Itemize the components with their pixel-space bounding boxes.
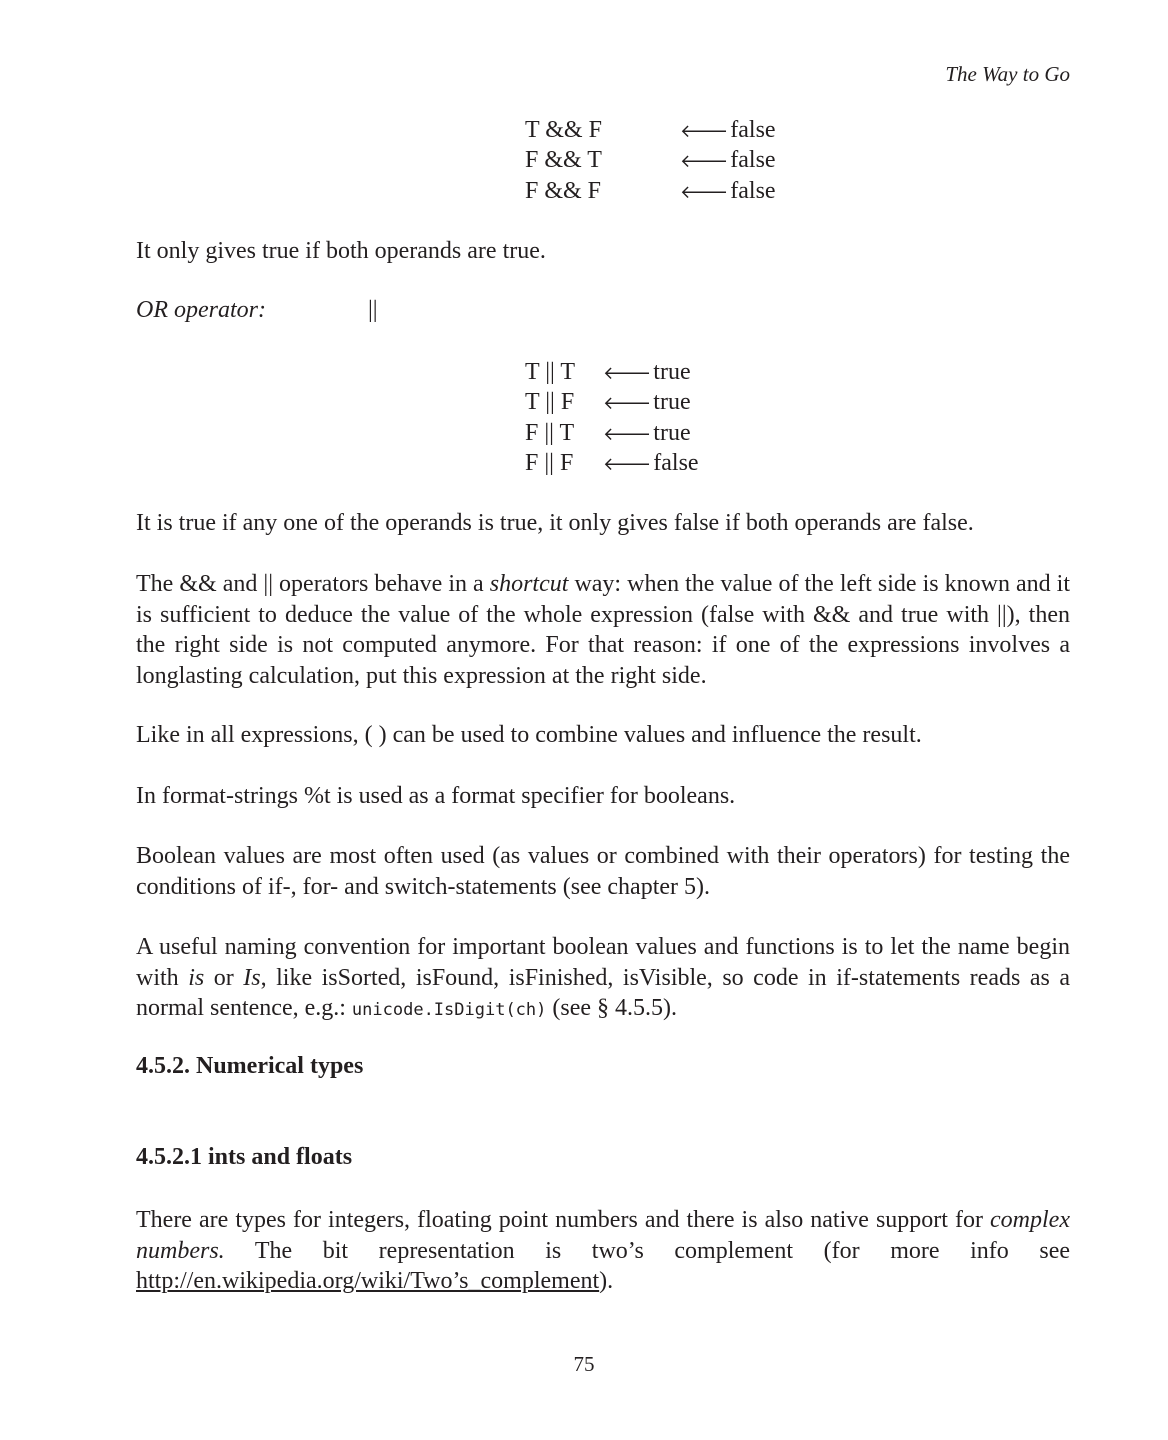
running-head: The Way to Go bbox=[945, 62, 1070, 86]
truth-result-value: false bbox=[653, 449, 699, 476]
truth-result-value: true bbox=[653, 419, 691, 446]
truth-result-value: false bbox=[730, 147, 776, 174]
truth-result-value: true bbox=[653, 389, 691, 416]
and-summary: It only gives true if both operands are true. bbox=[136, 238, 546, 264]
left-arrow-icon: 🡐 bbox=[603, 453, 652, 475]
truth-expression: F || F bbox=[525, 449, 574, 476]
truth-row bbox=[525, 357, 725, 387]
or-truth-table bbox=[525, 357, 725, 478]
truth-result bbox=[680, 176, 776, 208]
format-paragraph: In format-strings %t is used as a format specifier for booleans. bbox=[136, 783, 736, 809]
left-arrow-icon: 🡐 bbox=[680, 151, 729, 173]
naming-is-lower: is bbox=[188, 964, 205, 991]
inline-code: unicode.IsDigit(ch) bbox=[351, 1000, 547, 1021]
truth-result bbox=[603, 448, 699, 480]
truth-row bbox=[525, 145, 776, 175]
left-arrow-icon: 🡐 bbox=[680, 121, 729, 142]
truth-row bbox=[525, 448, 725, 478]
truth-result bbox=[680, 145, 776, 177]
truth-result bbox=[680, 115, 776, 147]
types-text-2: The bit representation is two’s complement (for more info see bbox=[224, 1237, 1070, 1264]
truth-result-value: true bbox=[653, 359, 691, 385]
shortcut-text-end: way: when the value of the left side is known and it is sufficient to deduce the value of the whole expression (false with && and true with ||), then the right side is not computed anymore. For that reason: if one of the expressions involves a longlasting calculation, put this expression at the right side. bbox=[136, 571, 1070, 689]
truth-expression: F && F bbox=[525, 177, 602, 204]
truth-row bbox=[525, 115, 776, 145]
naming-text-3: (see § 4.5.5). bbox=[546, 995, 678, 1022]
and-truth-table bbox=[525, 115, 776, 206]
naming-or: or bbox=[204, 964, 244, 991]
or-operator-label: OR operator: bbox=[136, 297, 266, 323]
truth-result bbox=[603, 357, 691, 389]
naming-text: A useful naming convention for important boolean values and functions is to let the name begin with bbox=[136, 934, 1070, 991]
naming-text-2: , like isSorted, isFound, isFinished, isVisible, so code in if-statements reads as a normal sentence, e.g.: bbox=[136, 964, 1071, 1022]
shortcut-text-start: The && and || operators behave in a bbox=[136, 571, 490, 597]
truth-result bbox=[603, 418, 691, 450]
types-text: There are types for integers, floating point numbers and there is also native support for bbox=[136, 1207, 991, 1233]
truth-row bbox=[525, 176, 776, 206]
boolean-usage-paragraph: Boolean values are most often used (as values or combined with their operators) for testing the conditions of if-, for- and switch-statements (see chapter 5). bbox=[136, 843, 1070, 900]
left-arrow-icon: 🡐 bbox=[603, 393, 652, 415]
truth-expression: F || T bbox=[525, 419, 575, 446]
wikipedia-link[interactable]: http://en.wikipedia.org/wiki/Two’s_complement bbox=[136, 1268, 600, 1295]
truth-expression: T || F bbox=[525, 389, 575, 416]
left-arrow-icon: 🡐 bbox=[680, 181, 729, 203]
types-text-3: ). bbox=[599, 1268, 614, 1295]
truth-expression: T || T bbox=[525, 359, 576, 385]
truth-result-value: false bbox=[730, 177, 776, 204]
types-paragraph bbox=[136, 1205, 1070, 1297]
heading-ints-and-floats: 4.5.2.1 ints and floats bbox=[136, 1144, 353, 1170]
truth-expression: T && F bbox=[525, 117, 602, 143]
truth-row bbox=[525, 418, 725, 448]
parens-paragraph: Like in all expressions, ( ) can be used to combine values and influence the result. bbox=[136, 722, 922, 748]
truth-row bbox=[525, 387, 725, 417]
types-emphasis: complex numbers. bbox=[136, 1207, 1070, 1264]
page-number: 75 bbox=[573, 1352, 595, 1376]
shortcut-paragraph bbox=[136, 569, 1070, 691]
or-operator-symbol: || bbox=[368, 297, 378, 323]
truth-result-value: false bbox=[730, 117, 776, 143]
left-arrow-icon: 🡐 bbox=[603, 423, 652, 445]
heading-numerical-types: 4.5.2. Numerical types bbox=[136, 1053, 364, 1079]
left-arrow-icon: 🡐 bbox=[603, 363, 652, 384]
truth-expression: F && T bbox=[525, 147, 602, 174]
naming-is-upper: Is bbox=[243, 964, 261, 991]
naming-paragraph bbox=[136, 932, 1070, 1026]
or-summary: It is true if any one of the operands is true, it only gives false if both operands are false. bbox=[136, 510, 974, 536]
shortcut-emphasis: shortcut bbox=[489, 571, 569, 597]
truth-result bbox=[603, 387, 691, 419]
